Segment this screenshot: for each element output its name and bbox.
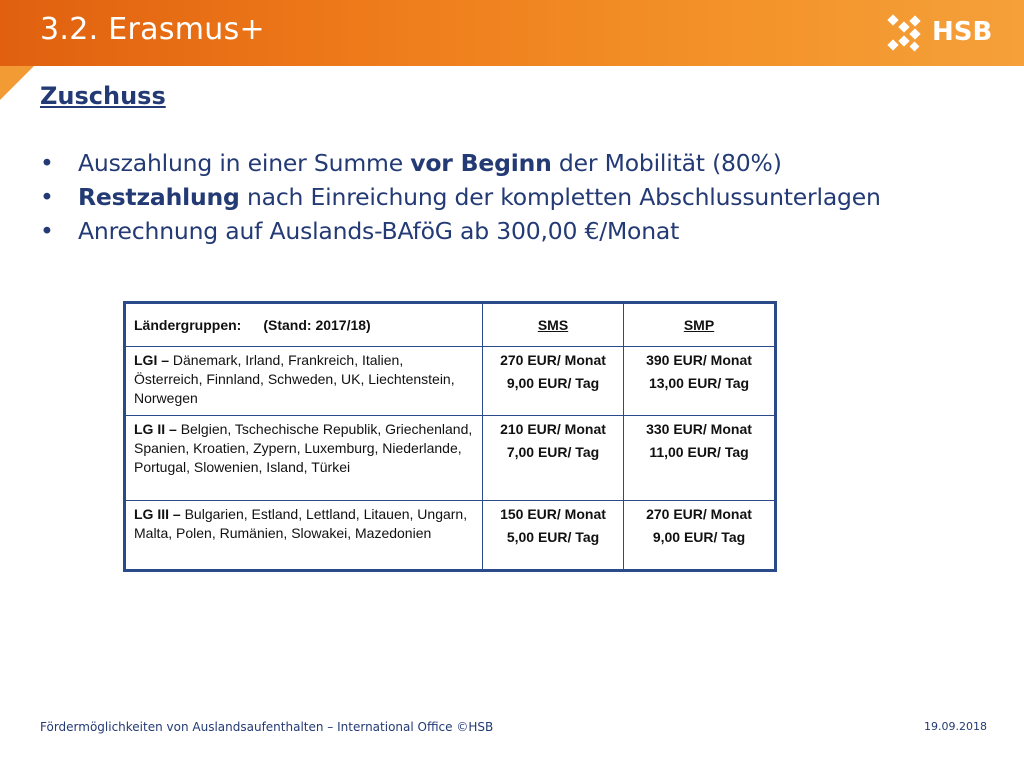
sms-daily-rate: 5,00 EUR/ Tag <box>506 529 600 545</box>
bullet-item <box>40 146 881 180</box>
bullet-emphasis: vor Beginn <box>410 149 552 177</box>
country-group-cell <box>125 416 483 501</box>
header-sms <box>483 303 624 347</box>
hsb-logo <box>886 13 996 53</box>
group-label: LG III – <box>134 506 185 522</box>
group-countries: Dänemark, Irland, Frankreich, Italien, Österreich, Finnland, Schweden, UK, Liechtenstein, Norwegen <box>134 352 455 406</box>
bullet-text: Auszahlung in einer Summe <box>78 149 411 177</box>
sms-monthly-rate: 210 EUR/ Monat <box>500 421 606 437</box>
table-row <box>125 347 776 416</box>
hsb-logo-icon <box>886 13 926 53</box>
smp-monthly-rate: 270 EUR/ Monat <box>646 506 752 522</box>
header-stand-note: (Stand: 2017/18) <box>263 316 371 333</box>
country-group-cell <box>125 501 483 571</box>
section-heading: Zuschuss <box>40 82 166 110</box>
sms-rate-cell <box>483 501 624 571</box>
footer-text: Fördermöglichkeiten von Auslandsaufenthalten – International Office ©HSB <box>40 720 494 734</box>
group-label: LG II – <box>134 421 181 437</box>
header-country-groups <box>125 303 483 347</box>
group-countries: Belgien, Tschechische Republik, Griechenland, Spanien, Kroatien, Zypern, Luxemburg, Niederlande, Portugal, Slowenien, Island, Türkei <box>134 421 473 475</box>
group-label: LGI – <box>134 352 173 368</box>
header-corner-accent <box>0 66 34 100</box>
table-row <box>125 501 776 571</box>
bullet-list <box>40 146 881 248</box>
bullet-dot: • <box>40 149 54 177</box>
header-sms-label: SMS <box>537 316 569 333</box>
header-smp <box>624 303 776 347</box>
slide-title: 3.2. Erasmus+ <box>40 12 265 47</box>
bullet-emphasis: Restzahlung <box>78 183 240 211</box>
sms-daily-rate: 9,00 EUR/ Tag <box>506 375 600 391</box>
smp-rate-cell <box>624 347 776 416</box>
hsb-logo-text: HSB <box>932 17 993 47</box>
bullet-text: Anrechnung auf Auslands-BAföG ab 300,00 €/Monat <box>78 217 680 245</box>
table-row <box>125 416 776 501</box>
smp-daily-rate: 13,00 EUR/ Tag <box>648 375 750 391</box>
bullet-text: der Mobilität (80%) <box>551 149 782 177</box>
smp-daily-rate: 11,00 EUR/ Tag <box>649 444 749 460</box>
sms-monthly-rate: 270 EUR/ Monat <box>500 352 606 368</box>
table-header-row <box>125 303 776 347</box>
group-countries: Bulgarien, Estland, Lettland, Litauen, Ungarn, Malta, Polen, Rumänien, Slowakei, Mazedonien <box>134 506 468 541</box>
smp-monthly-rate: 330 EUR/ Monat <box>646 421 752 437</box>
bullet-dot: • <box>40 183 54 211</box>
country-group-cell <box>125 347 483 416</box>
bullet-item <box>40 214 881 248</box>
smp-monthly-rate: 390 EUR/ Monat <box>646 352 752 368</box>
sms-rate-cell <box>483 416 624 501</box>
smp-daily-rate: 9,00 EUR/ Tag <box>652 529 746 545</box>
sms-rate-cell <box>483 347 624 416</box>
bullet-dot: • <box>40 217 54 245</box>
footer-date: 19.09.2018 <box>924 720 987 733</box>
bullet-text: nach Einreichung der kompletten Abschlussunterlagen <box>239 183 881 211</box>
funding-table <box>123 301 777 572</box>
sms-daily-rate: 7,00 EUR/ Tag <box>506 444 600 460</box>
header-country-groups-label: Ländergruppen: <box>134 316 242 333</box>
sms-monthly-rate: 150 EUR/ Monat <box>500 506 606 522</box>
bullet-item <box>40 180 881 214</box>
header-smp-label: SMP <box>683 316 715 333</box>
smp-rate-cell <box>624 416 776 501</box>
smp-rate-cell <box>624 501 776 571</box>
